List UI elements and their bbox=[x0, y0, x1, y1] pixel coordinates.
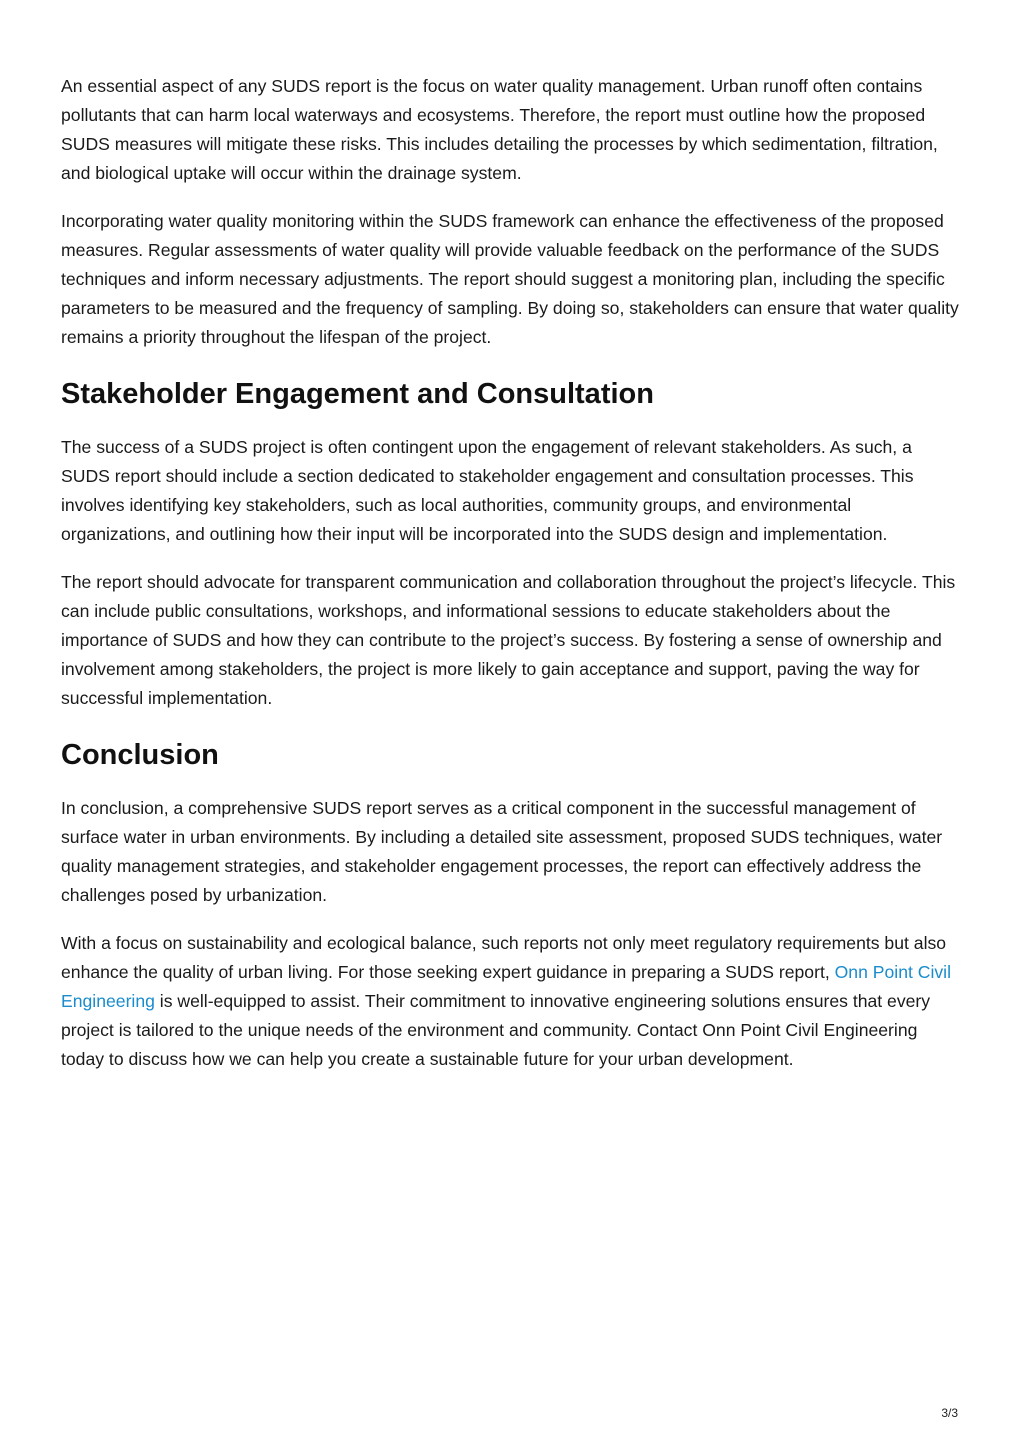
conclusion-text-after-link: is well-equipped to assist. Their commitment to innovative engineering solutions ensures that every project is tailored to the unique needs of the environment and community. Contact Onn Point Civil Engineering today to discuss how we can help you create a sustainable future for your urban development. bbox=[61, 991, 931, 1069]
stakeholder-paragraph-1: The success of a SUDS project is often contingent upon the engagement of relevant stakeholders. As such, a SUDS report should include a section dedicated to stakeholder engagement and consultation processes. This involves identifying key stakeholders, such as local authorities, community groups, and environmental organizations, and outlining how their input will be incorporated into the SUDS design and implementation. bbox=[61, 437, 914, 544]
conclusion-paragraph-1: In conclusion, a comprehensive SUDS report serves as a critical component in the successful management of surface water in urban environments. By including a detailed site assessment, proposed SUDS techniques, water quality management strategies, and stakeholder engagement processes, the report can effectively address the challenges posed by urbanization. bbox=[61, 798, 943, 905]
conclusion-heading: Conclusion bbox=[61, 739, 219, 771]
stakeholder-heading: Stakeholder Engagement and Consultation bbox=[61, 378, 654, 410]
document-body bbox=[61, 72, 965, 1093]
conclusion-paragraph-2 bbox=[61, 929, 965, 1074]
onn-point-link[interactable]: Onn Point Civil Engineering bbox=[61, 962, 951, 1011]
page-number: 3/3 bbox=[941, 1406, 958, 1420]
conclusion-text-before-link: With a focus on sustainability and ecological balance, such reports not only meet regulatory requirements but also enhance the quality of urban living. For those seeking expert guidance in preparing a SUDS report, bbox=[61, 933, 947, 982]
stakeholder-paragraph-2: The report should advocate for transparent communication and collaboration throughout the project’s lifecycle. This can include public consultations, workshops, and informational sessions to educate stakeholders about the importance of SUDS and how they can contribute to the project’s success. By fostering a sense of ownership and involvement among stakeholders, the project is more likely to gain acceptance and support, paving the way for successful implementation. bbox=[61, 572, 956, 708]
water-quality-paragraph-1: An essential aspect of any SUDS report is the focus on water quality management. Urban runoff often contains pollutants that can harm local waterways and ecosystems. Therefore, the report must outline how the proposed SUDS measures will mitigate these risks. This includes detailing the processes by which sedimentation, filtration, and biological uptake will occur within the drainage system. bbox=[61, 76, 938, 183]
water-quality-paragraph-2: Incorporating water quality monitoring within the SUDS framework can enhance the effectiveness of the proposed measures. Regular assessments of water quality will provide valuable feedback on the performance of the SUDS techniques and inform necessary adjustments. The report should suggest a monitoring plan, including the specific parameters to be measured and the frequency of sampling. By doing so, stakeholders can ensure that water quality remains a priority throughout the lifespan of the project. bbox=[61, 211, 959, 347]
